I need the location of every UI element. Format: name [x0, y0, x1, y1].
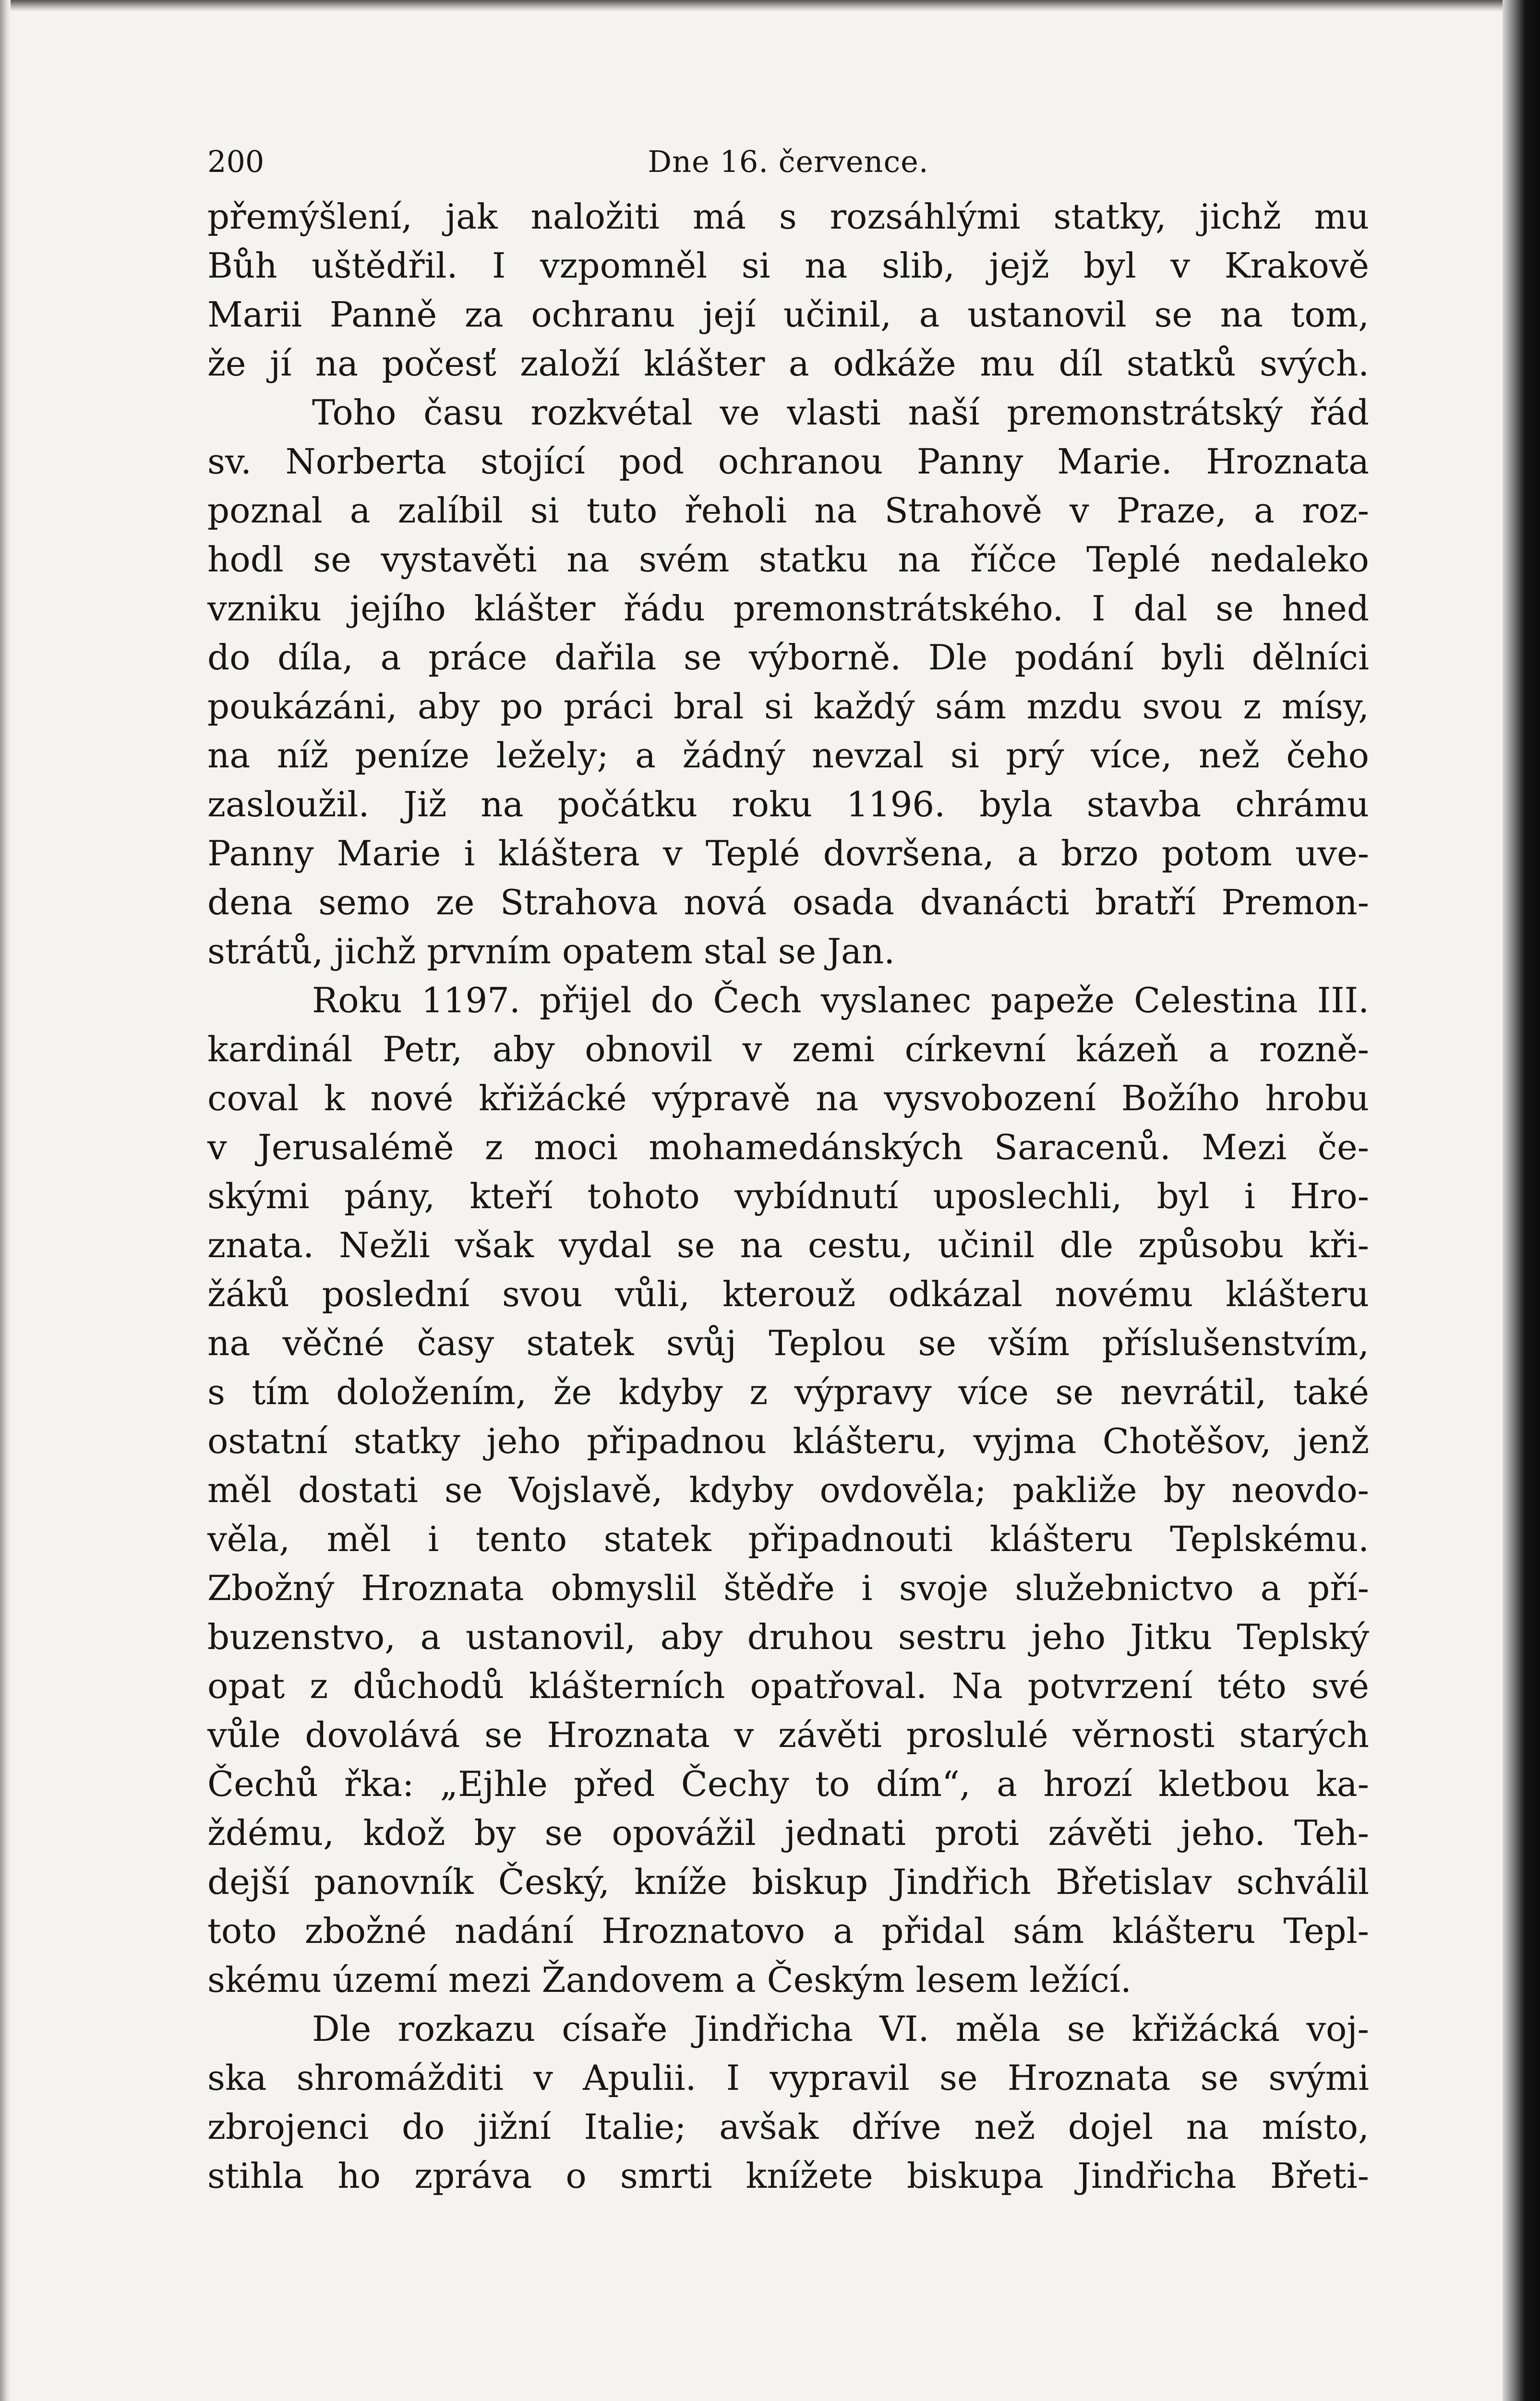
text-line: Marii Panně za ochranu její učinil, a ustanovil se na tom, — [207, 294, 1369, 335]
text-line: Čechů řka: „Ejhle před Čechy to dím“, a hrozí kletbou ka- — [207, 1764, 1369, 1804]
text-line: poukázáni, aby po práci bral si každý sám mzdu svou z mísy, — [207, 686, 1369, 727]
text-line: věla, měl i tento statek připadnouti klášteru Teplskému. — [207, 1519, 1369, 1559]
text-line: v Jerusalémě z moci mohamedánských Saracenů. Mezi če- — [207, 1127, 1369, 1167]
running-head: Dne 16. července. — [648, 144, 929, 179]
text-line: poznal a zalíbil si tuto řeholi na Strahově v Praze, a roz- — [207, 490, 1369, 531]
text-line: sv. Norberta stojící pod ochranou Panny Marie. Hroznata — [207, 441, 1369, 482]
text-line: žáků poslední svou vůli, kterouž odkázal novému klášteru — [207, 1274, 1369, 1314]
text-line: znata. Nežli však vydal se na cestu, učinil dle způsobu kři- — [207, 1225, 1369, 1265]
text-line: skému území mezi Žandovem a Českým lesem ležící. — [207, 1960, 1131, 2000]
text-line: s tím doložením, že kdyby z výpravy více se nevrátil, také — [207, 1372, 1369, 1412]
text-line: ostatní statky jeho připadnou klášteru, vyjma Chotěšov, jenž — [207, 1421, 1369, 1461]
text-line: ždému, kdož by se opovážil jednati proti závěti jeho. Teh- — [207, 1813, 1369, 1853]
text-line: hodl se vystavěti na svém statku na říčce Teplé nedaleko — [207, 539, 1369, 580]
text-line: zbrojenci do jižní Italie; avšak dříve než dojel na místo, — [207, 2107, 1369, 2147]
text-line: Panny Marie i kláštera v Teplé dovršena, a brzo potom uve- — [207, 833, 1369, 873]
text-line: Dle rozkazu císaře Jindřicha VI. měla se křižácká voj- — [312, 2009, 1369, 2049]
book-page — [207, 134, 1369, 2200]
text-line: na věčné časy statek svůj Teplou se vším příslušenstvím, — [207, 1323, 1369, 1363]
scan-left-edge — [0, 0, 11, 2401]
text-line: strátů, jichž prvním opatem stal se Jan. — [207, 931, 895, 971]
text-line: vůle dovolává se Hroznata v závěti proslulé věrnosti starých — [207, 1715, 1369, 1755]
text-line: přemýšlení, jak naložiti má s rozsáhlými statky, jichž mu — [207, 196, 1369, 237]
text-line: kardinál Petr, aby obnovil v zemi církevní kázeň a rozně- — [207, 1029, 1369, 1069]
scan-right-edge — [1503, 0, 1540, 2401]
text-line: skými pány, kteří tohoto vybídnutí uposlechli, byl i Hro- — [207, 1176, 1369, 1216]
text-line: Zbožný Hroznata obmyslil štědře i svoje služebnictvo a pří- — [207, 1568, 1369, 1608]
text-line: zasloužil. Již na počátku roku 1196. byla stavba chrámu — [207, 784, 1369, 825]
text-line: coval k nové křižácké výpravě na vysvobození Božího hrobu — [207, 1078, 1369, 1118]
body-text — [207, 192, 1369, 2200]
text-line: buzenstvo, a ustanovil, aby druhou sestru jeho Jitku Teplský — [207, 1617, 1369, 1657]
text-line: dejší panovník Český, kníže biskup Jindřich Břetislav schválil — [207, 1862, 1369, 1902]
text-line: toto zbožné nadání Hroznatovo a přidal sám klášteru Tepl- — [207, 1911, 1369, 1951]
text-line: do díla, a práce dařila se výborně. Dle podání byli dělníci — [207, 637, 1369, 678]
text-line: že jí na počesť založí klášter a odkáže mu díl statků svých. — [207, 343, 1369, 384]
scan-top-edge — [0, 0, 1540, 12]
text-line: vzniku jejího klášter řádu premonstrátského. I dal se hned — [207, 588, 1369, 629]
text-line: na níž peníze ležely; a žádný nevzal si prý více, než čeho — [207, 735, 1369, 776]
text-line: Bůh uštědřil. I vzpomněl si na slib, jejž byl v Krakově — [207, 245, 1369, 286]
text-line: měl dostati se Vojslavě, kdyby ovdověla; pakliže by neovdo- — [207, 1470, 1369, 1510]
page-number: 200 — [207, 144, 265, 179]
text-line: ska shromážditi v Apulii. I vypravil se Hroznata se svými — [207, 2058, 1369, 2098]
text-line: Roku 1197. přijel do Čech vyslanec papeže Celestina III. — [312, 980, 1369, 1020]
text-line: stihla ho zpráva o smrti knížete biskupa Jindřicha Břeti- — [207, 2156, 1369, 2196]
page-header — [207, 134, 1369, 192]
text-line: Toho času rozkvétal ve vlasti naší premonstrátský řád — [312, 392, 1369, 433]
text-line: dena semo ze Strahova nová osada dvanácti bratří Premon- — [207, 882, 1369, 922]
text-line: opat z důchodů klášterních opatřoval. Na potvrzení této své — [207, 1666, 1369, 1706]
